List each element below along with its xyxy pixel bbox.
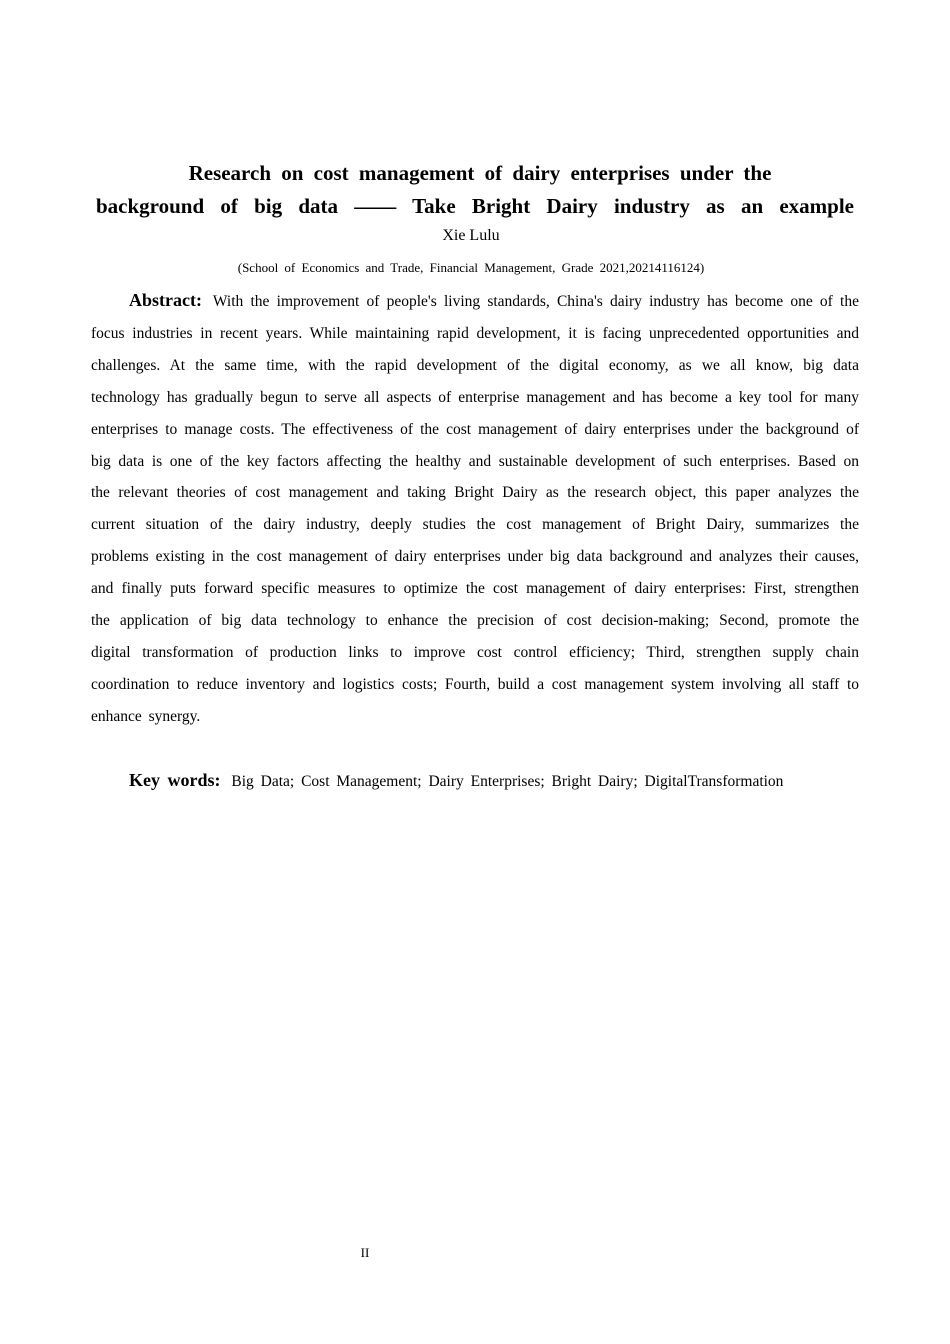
abstract-text: With the improvement of people's living standards, China's dairy industry has become one of the focus industries in recent years. While maintaining rapid development, it is facing unprecedented opportunities and challenges. At the same time, with the rapid development of the digital economy, as we all know, big data technology has gradually begun to serve all aspects of enterprise management and has become a key tool for many enterprises to manage costs. The effectiveness of the cost management of dairy enterprises under the background of big data is one of the key factors affecting the healthy and sustainable development of such enterprises. Based on the relevant theories of cost management and taking Bright Dairy as the research object, this paper analyzes the current situation of the dairy industry, deeply studies the cost management of Bright Dairy, summarizes the problems existing in the cost management of dairy enterprises under big data background and analyzes their causes, and finally puts forward specific measures to optimize the cost management of dairy enterprises: First, strengthen the application of big data technology to enhance the precision of cost decision-making; Second, promote the digital transformation of production links to improve cost control efficiency; Third, strengthen supply chain coordination to reduce inventory and logistics costs; Fourth, build a cost management system involving all staff to enhance synergy.: [91, 293, 859, 725]
title-line-2: background of big data —— Take Bright Dairy industry as an example: [96, 194, 854, 218]
keywords-label: Key words:: [129, 770, 221, 790]
title-line-1: Research on cost management of dairy enterprises under the: [188, 161, 772, 185]
page-number: II: [360, 1245, 370, 1260]
keywords-paragraph: [91, 764, 859, 798]
keywords-text: Big Data; Cost Management; Dairy Enterprises; Bright Dairy; DigitalTransformation: [231, 773, 784, 790]
author-affiliation: (School of Economics and Trade, Financial Management, Grade 2021,20214116124): [237, 260, 705, 275]
abstract-paragraph: [91, 285, 859, 733]
paper-title: [96, 157, 854, 223]
abstract-label: Abstract:: [129, 290, 202, 310]
author-name: Xie Lulu: [442, 227, 500, 244]
